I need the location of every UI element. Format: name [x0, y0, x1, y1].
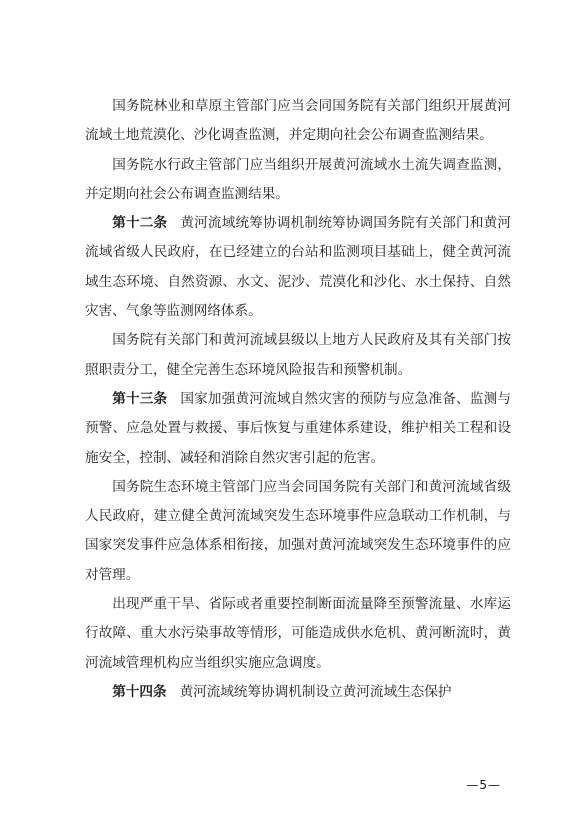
paragraph-text: 黄河流域统筹协调机制统筹协调国务院有关部门和黄河流域省级人民政府，在已经建立的台站和监测项目基础上，健全黄河流域生态环境、自然资源、水文、泥沙、荒漠化和沙化、水土保持、自然灾害、气象等监测网络体系。: [85, 215, 512, 320]
paragraph-2: [85, 151, 511, 210]
article-number: 第十四条: [112, 683, 167, 700]
article-number: 第十三条: [112, 390, 168, 407]
page-number: —5—: [466, 778, 501, 792]
paragraph-4: [85, 326, 511, 385]
paragraph-6: [85, 473, 511, 590]
paragraph-5: [85, 385, 511, 473]
paragraph-3: [85, 209, 511, 326]
paragraph-text: 国务院水行政主管部门应当组织开展黄河流域水土流失调查监测，并定期向社会公布调查监测结果。: [85, 156, 511, 202]
paragraph-1: [85, 92, 511, 151]
paragraph-text: 国务院有关部门和黄河流域县级以上地方人民政府及其有关部门按照职责分工，健全完善生态环境风险报告和预警机制。: [85, 332, 511, 378]
paragraph-text: 国务院生态环境主管部门应当会同国务院有关部门和黄河流域省级人民政府，建立健全黄河流域突发生态环境事件应急联动工作机制，与国家突发事件应急体系相衔接，加强对黄河流域突发生态环境事件的应对管理。: [85, 478, 511, 583]
paragraph-8: [85, 678, 511, 707]
paragraph-text: 黄河流域统筹协调机制设立黄河流域生态保护: [179, 683, 452, 700]
paragraph-text: 出现严重干旱、省际或者重要控制断面流量降至预警流量、水库运行故障、重大水污染事故等情形，可能造成供水危机、黄河断流时，黄河流域管理机构应当组织实施应急调度。: [85, 596, 511, 671]
paragraph-7: [85, 590, 511, 678]
paragraph-text: 国家加强黄河流域自然灾害的预防与应急准备、监测与预警、应急处置与救援、事后恢复与重建体系建设，维护相关工程和设施安全，控制、减轻和消除自然灾害引起的危害。: [85, 390, 512, 466]
paragraph-text: 国务院林业和草原主管部门应当会同国务院有关部门组织开展黄河流域土地荒漠化、沙化调查监测，并定期向社会公布调查监测结果。: [85, 98, 511, 144]
article-number: 第十二条: [112, 215, 168, 232]
body-text: [85, 92, 511, 707]
